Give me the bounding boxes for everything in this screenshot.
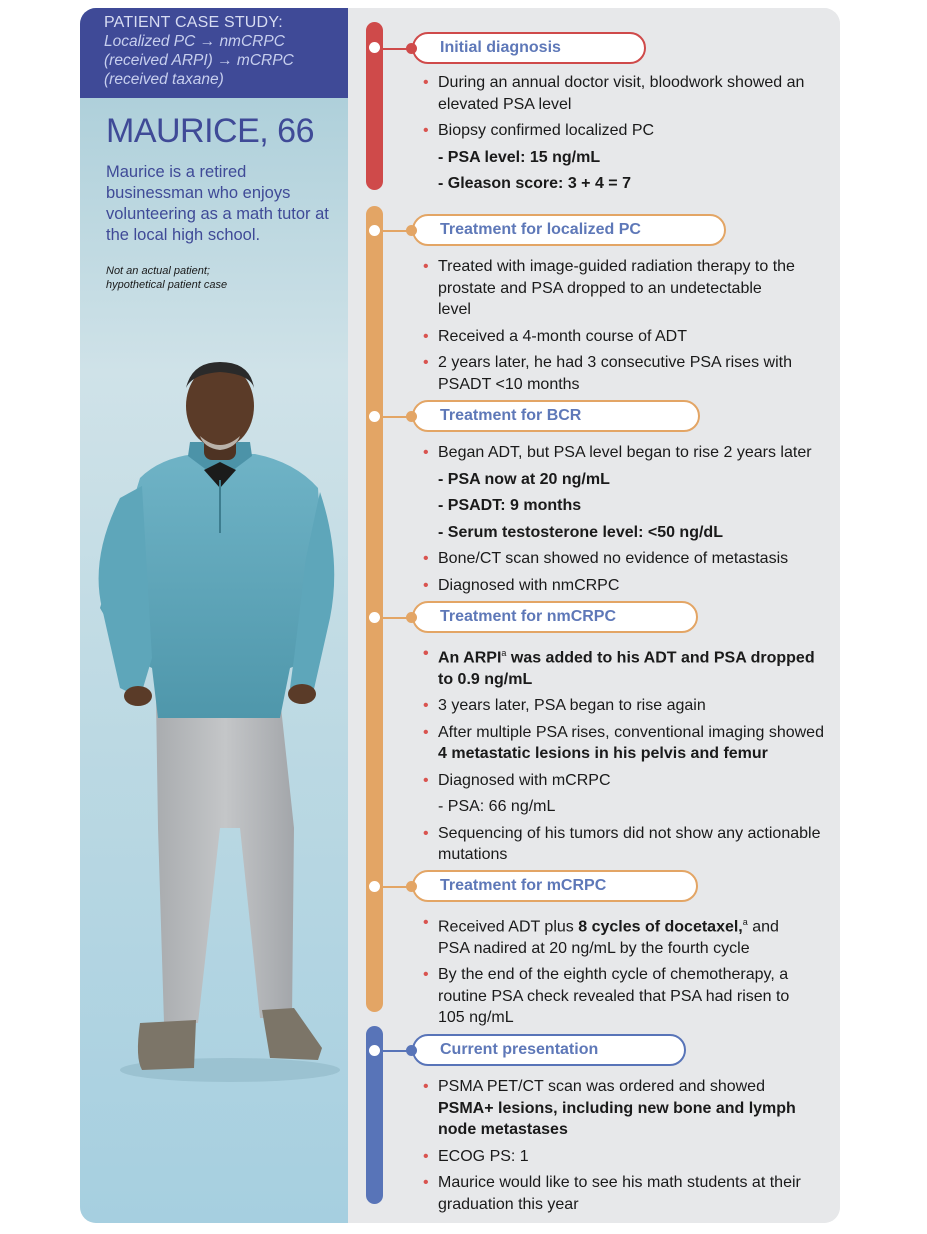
section-bullets-current xyxy=(423,1076,818,1220)
disclaimer-line-1: Not an actual patient; xyxy=(106,265,210,277)
disclaimer xyxy=(106,264,326,292)
section-pill-mcrpc xyxy=(412,870,698,902)
section-title-localized: Treatment for localized PC xyxy=(440,221,641,238)
sub-item: - PSADT: 9 months xyxy=(438,497,582,514)
section-bullets-nmcrpc xyxy=(423,643,833,871)
timeline-panel xyxy=(348,8,840,1223)
list-item: • Sequencing of his tumors did not show any actionable mutations xyxy=(423,824,821,864)
list-item: • After multiple PSA rises, conventional imaging showed 4 metastatic lesions in his pelvis and femur xyxy=(423,723,824,763)
list-item: • An ARPI$^a$ was added to his ADT and PSA dropped to 0.9 ng/mL xyxy=(423,645,815,688)
pill-dot xyxy=(406,225,417,236)
list-item: • By the end of the eighth cycle of chemotherapy, a routine PSA check revealed that PSA had risen to 105 ng/mL xyxy=(423,966,790,1027)
sub-item: - PSA now at 20 ng/mL xyxy=(438,470,610,488)
section-title-mcrpc: Treatment for mCRPC xyxy=(440,877,607,894)
timeline-node-initial xyxy=(369,42,380,53)
timeline-node-nmcrpc xyxy=(369,612,380,623)
list-item: • Treated with image-guided radiation therapy to the prostate and PSA dropped to an undetectable level xyxy=(423,258,795,318)
list-item: • Bone/CT scan showed no evidence of metastasis xyxy=(423,550,789,567)
case-path-line-3: (received taxane) xyxy=(104,71,224,88)
patient-bio: Maurice is a retired businessman who enjoys volunteering as a math tutor at the local high school. xyxy=(106,163,329,244)
case-kicker: PATIENT CASE STUDY: xyxy=(104,14,283,31)
timeline-node-mcrpc xyxy=(369,881,380,892)
list-item: • Received a 4-month course of ADT xyxy=(423,327,688,345)
sub-item: - Gleason score: 3 + 4 = 7 xyxy=(438,175,631,192)
section-title-nmcrpc: Treatment for nmCRPC xyxy=(440,608,617,625)
sub-item: - PSA: 66 ng/mL xyxy=(438,798,556,816)
pill-dot xyxy=(406,1045,417,1056)
section-pill-current xyxy=(412,1034,686,1066)
list-item: • ECOG PS: 1 xyxy=(423,1147,529,1165)
pill-dot xyxy=(406,612,417,623)
timeline-node-current xyxy=(369,1045,380,1056)
sub-item: - Serum testosterone level: <50 ng/dL xyxy=(438,523,723,541)
list-item: • During an annual doctor visit, bloodwork showed an elevated PSA level xyxy=(423,74,805,113)
section-pill-localized xyxy=(412,214,726,246)
patient-name: MAURICE, 66 xyxy=(106,112,314,150)
timeline-node-localized xyxy=(369,225,380,236)
list-item: • Began ADT, but PSA level began to rise 2 years later xyxy=(423,444,812,461)
list-item: • Diagnosed with mCRPC xyxy=(423,771,611,789)
timeline-node-bcr xyxy=(369,411,380,422)
section-bullets-bcr xyxy=(423,442,833,601)
section-bullets-mcrpc xyxy=(423,912,808,1034)
section-pill-initial xyxy=(412,32,646,64)
section-bullets-initial xyxy=(423,72,833,200)
pill-dot xyxy=(406,881,417,892)
sub-item: - PSA level: 15 ng/mL xyxy=(438,148,601,166)
list-item: • Received ADT plus 8 cycles of docetaxel,$^a$ and PSA nadired at 20 ng/mL by the fourth cycle xyxy=(423,914,779,957)
patient-photo xyxy=(80,358,348,1088)
list-item: • Diagnosed with nmCRPC xyxy=(423,576,620,594)
case-study-card xyxy=(80,8,840,1223)
list-item: • PSMA PET/CT scan was ordered and showed PSMA+ lesions, including new bone and lymph node metastases xyxy=(423,1078,796,1138)
section-title-bcr: Treatment for BCR xyxy=(440,407,582,424)
list-item: • Biopsy confirmed localized PC xyxy=(423,122,655,139)
list-item: • 2 years later, he had 3 consecutive PSA rises with PSADT <10 months xyxy=(423,354,792,393)
section-bullets-localized xyxy=(423,256,798,400)
section-pill-bcr xyxy=(412,400,700,432)
pill-dot xyxy=(406,411,417,422)
section-title-current: Current presentation xyxy=(440,1041,599,1058)
list-item: • Maurice would like to see his math students at their graduation this year xyxy=(423,1174,801,1213)
case-path-line-1: Localized PC → nmCRPC xyxy=(104,33,285,50)
section-pill-nmcrpc xyxy=(412,601,698,633)
disclaimer-line-2: hypothetical patient case xyxy=(106,279,228,291)
section-title-initial: Initial diagnosis xyxy=(440,39,561,56)
case-header xyxy=(80,8,348,98)
pill-dot xyxy=(406,43,417,54)
case-path-line-2: (received ARPI) → mCRPC xyxy=(104,52,294,69)
list-item: • 3 years later, PSA began to rise again xyxy=(423,697,706,715)
patient-panel xyxy=(80,8,348,1223)
